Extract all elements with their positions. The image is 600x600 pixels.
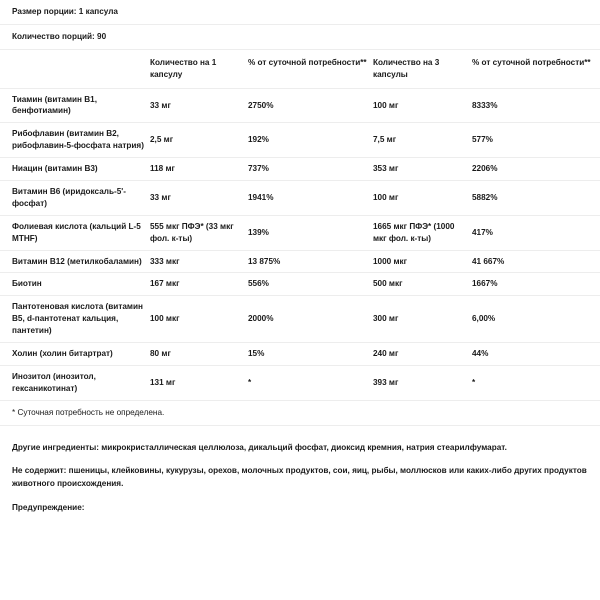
- nutrient-amount-3: 100 мг: [373, 181, 472, 216]
- nutrient-amount-3: 393 мг: [373, 365, 472, 400]
- table-row: [0, 365, 600, 400]
- nutrient-dv-1: 13 875%: [248, 250, 373, 273]
- header-label-column: [0, 49, 150, 88]
- nutrient-dv-3: 41 667%: [472, 250, 600, 273]
- table-row: [0, 88, 600, 123]
- daily-value-footnote-row: [0, 400, 600, 425]
- table-row: [0, 181, 600, 216]
- nutrient-amount-1: 2,5 мг: [150, 123, 248, 158]
- nutrient-dv-3: 417%: [472, 215, 600, 250]
- nutrient-amount-1: 555 мкг ПФЭ* (33 мкг фол. к-ты): [150, 215, 248, 250]
- nutrient-amount-1: 167 мкг: [150, 273, 248, 296]
- nutrient-amount-1: 118 мг: [150, 158, 248, 181]
- warning-heading: Предупреждение:: [12, 502, 85, 512]
- table-header-row: [0, 49, 600, 88]
- nutrient-name: Фолиевая кислота (кальций L-5 MTHF): [0, 215, 150, 250]
- nutrient-amount-1: 131 мг: [150, 365, 248, 400]
- nutrient-name: Рибофлавин (витамин B2, рибофлавин-5-фосфата натрия): [0, 123, 150, 158]
- nutrient-amount-3: 7,5 мг: [373, 123, 472, 158]
- daily-value-footnote: * Суточная потребность не определена.: [0, 400, 600, 425]
- header-daily-value-3-capsules: % от суточной потребности**: [472, 49, 600, 88]
- nutrient-amount-1: 80 мг: [150, 343, 248, 366]
- nutrient-dv-3: 577%: [472, 123, 600, 158]
- other-ingredients-text: Другие ингредиенты: микрокристаллическая целлюлоза, дикальций фосфат, диоксид кремния, натрия стеарилфумарат.: [12, 442, 507, 452]
- table-row: [0, 273, 600, 296]
- nutrient-dv-3: 44%: [472, 343, 600, 366]
- nutrient-dv-1: 15%: [248, 343, 373, 366]
- header-amount-per-3-capsules: Количество на 3 капсулы: [373, 49, 472, 88]
- nutrient-dv-1: 139%: [248, 215, 373, 250]
- nutrient-amount-3: 1665 мкг ПФЭ* (1000 мкг фол. к-ты): [373, 215, 472, 250]
- table-row: [0, 158, 600, 181]
- nutrient-dv-1: 2750%: [248, 88, 373, 123]
- nutrient-amount-3: 300 мг: [373, 296, 472, 343]
- serving-size-row: [0, 0, 600, 24]
- nutrient-name: Пантотеновая кислота (витамин B5, d-пантотенат кальция, пантетин): [0, 296, 150, 343]
- servings-per-container-row: [0, 24, 600, 49]
- nutrient-dv-1: 556%: [248, 273, 373, 296]
- nutrient-amount-3: 500 мкг: [373, 273, 472, 296]
- nutrient-name: Ниацин (витамин B3): [0, 158, 150, 181]
- header-daily-value-1-capsule: % от суточной потребности**: [248, 49, 373, 88]
- nutrient-amount-3: 240 мг: [373, 343, 472, 366]
- nutrient-dv-1: *: [248, 365, 373, 400]
- nutrient-name: Витамин B12 (метилкобаламин): [0, 250, 150, 273]
- nutrient-dv-3: 8333%: [472, 88, 600, 123]
- serving-size-text: Размер порции: 1 капсула: [0, 0, 600, 24]
- nutrient-dv-1: 2000%: [248, 296, 373, 343]
- header-amount-per-1-capsule: Количество на 1 капсулу: [150, 49, 248, 88]
- table-row: [0, 215, 600, 250]
- nutrient-name: Витамин B6 (иридоксаль-5'-фосфат): [0, 181, 150, 216]
- nutrient-amount-1: 33 мг: [150, 181, 248, 216]
- allergen-free-text: Не содержит: пшеницы, клейковины, кукурузы, орехов, молочных продуктов, сои, яиц, рыбы, моллюсков или каких-либо других продуктов животного происхождения.: [12, 466, 587, 488]
- nutrient-dv-3: 2206%: [472, 158, 600, 181]
- product-notes: [0, 426, 600, 515]
- nutrient-amount-3: 100 мг: [373, 88, 472, 123]
- nutrient-dv-3: 1667%: [472, 273, 600, 296]
- nutrient-amount-1: 100 мкг: [150, 296, 248, 343]
- nutrient-name: Холин (холин битартрат): [0, 343, 150, 366]
- nutrient-dv-3: 6,00%: [472, 296, 600, 343]
- nutrient-dv-1: 737%: [248, 158, 373, 181]
- nutrient-dv-3: *: [472, 365, 600, 400]
- nutrient-name: Биотин: [0, 273, 150, 296]
- nutrient-amount-3: 1000 мкг: [373, 250, 472, 273]
- nutrient-dv-3: 5882%: [472, 181, 600, 216]
- nutrient-name: Тиамин (витамин B1, бенфотиамин): [0, 88, 150, 123]
- nutrient-name: Инозитол (инозитол, гексаникотинат): [0, 365, 150, 400]
- servings-per-container-text: Количество порций: 90: [0, 24, 600, 49]
- nutrient-dv-1: 192%: [248, 123, 373, 158]
- table-row: [0, 250, 600, 273]
- table-row: [0, 123, 600, 158]
- nutrient-amount-3: 353 мг: [373, 158, 472, 181]
- nutrient-dv-1: 1941%: [248, 181, 373, 216]
- nutrient-amount-1: 33 мг: [150, 88, 248, 123]
- table-row: [0, 343, 600, 366]
- table-row: [0, 296, 600, 343]
- nutrient-amount-1: 333 мкг: [150, 250, 248, 273]
